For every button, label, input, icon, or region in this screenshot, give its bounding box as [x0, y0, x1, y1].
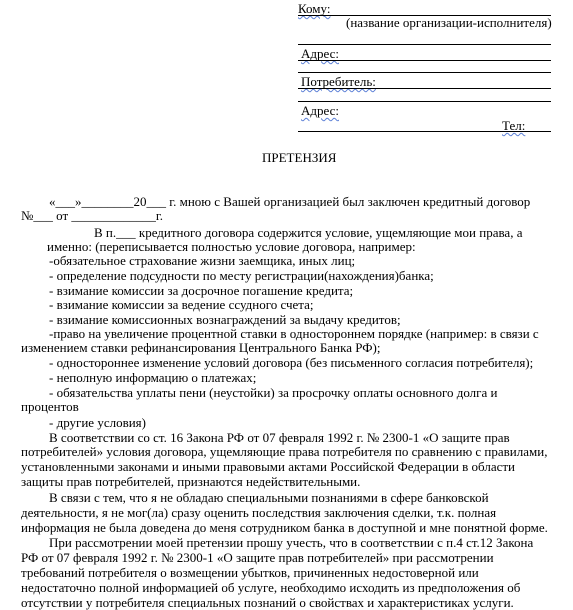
body-line: В связи с тем, что я не обладаю специальными познаниями в сфере банковской	[49, 490, 489, 505]
body-line: защиты прав потребителей, признаются недействительными.	[21, 474, 361, 489]
body-line: - взимание комиссии за ведение ссудного счета;	[49, 297, 314, 312]
phone-label: Тел:	[502, 118, 526, 133]
body-line: При рассмотрении моей претензии прошу учесть, что в соответствии с п.4 ст.12 Закона	[49, 535, 534, 550]
body-line: - определение подсудности по месту регистрации(нахождения)банка;	[49, 268, 434, 283]
consumer-line-b	[298, 101, 551, 102]
body-line: - одностороннее изменение условий договора (без письменного согласия потребителя);	[49, 355, 534, 370]
body-line: информация не была доведена до меня сотрудником банка в доступной и мне понятной форме.	[21, 520, 548, 535]
body-line: -обязательное страхование жизни заемщика, иных лиц;	[49, 253, 356, 268]
address-line-1b	[298, 72, 551, 73]
body-line: В соответствии со ст. 16 Закона РФ от 07 февраля 1992 г. № 2300-1 «О защите прав	[49, 430, 510, 445]
address-label-2: Адрес:	[301, 103, 339, 118]
consumer-line	[298, 88, 551, 89]
to-hint: (название организации-исполнителя)	[346, 15, 552, 30]
body-line: именно: (переписывается полностью условие договора, например:	[47, 239, 416, 254]
consumer-label: Потребитель:	[301, 74, 376, 89]
body-line: потребителей» условия договора, ущемляющие права потребителя по сравнению с правилами,	[21, 444, 548, 459]
body-line: процентов	[21, 399, 79, 414]
body-line: РФ от 07 февраля 1992 г. № 2300-1 «О защите прав потребителей» при рассмотрении	[21, 550, 494, 565]
org-line	[298, 44, 551, 45]
body-line: установленными законами и иными правовыми актами Российской Федерации в области	[21, 459, 515, 474]
body-line: «___»________20___ г. мною с Вашей организацией был заключен кредитный договор	[49, 194, 531, 209]
body-line: деятельности, я не мог(ла) сразу оценить последствия заключения сделки, т.к. полная	[21, 505, 497, 520]
body-line: - обязательства уплаты пени (неустойки) за просрочку оплаты основного долга и	[49, 385, 498, 400]
to-label: Кому:	[298, 1, 331, 16]
address-line-1	[298, 60, 551, 61]
address-line-2	[298, 131, 551, 132]
body-line: - другие условия)	[49, 415, 146, 430]
body-line: - неполную информацию о платежах;	[49, 370, 257, 385]
body-line: изменением ставки рефинансирования Центрального Банка РФ);	[21, 340, 381, 355]
document-title: ПРЕТЕНЗИЯ	[262, 150, 337, 165]
body-line: -право на увеличение процентной ставки в одностороннем порядке (например: в связи с	[49, 326, 539, 341]
body-line: - взимание комиссионных вознаграждений за выдачу кредитов;	[49, 312, 401, 327]
body-line: недостаточно полной информацией об услуге, необходимо исходить из предположения об	[21, 580, 521, 595]
body-line: отсутствии у потребителя специальных познаний о свойствах и характеристиках услуги.	[21, 595, 514, 610]
body-line: - взимание комиссии за досрочное погашение кредита;	[49, 283, 354, 298]
body-line: В п.___ кредитного договора содержится условие, ущемляющие мои права, а	[94, 225, 523, 240]
body-line: №___ от _____________г.	[21, 208, 164, 223]
address-label-1: Адрес:	[301, 46, 339, 61]
body-line: требований потребителя о возмещении убытков, причиненных недостоверной или	[21, 565, 479, 580]
